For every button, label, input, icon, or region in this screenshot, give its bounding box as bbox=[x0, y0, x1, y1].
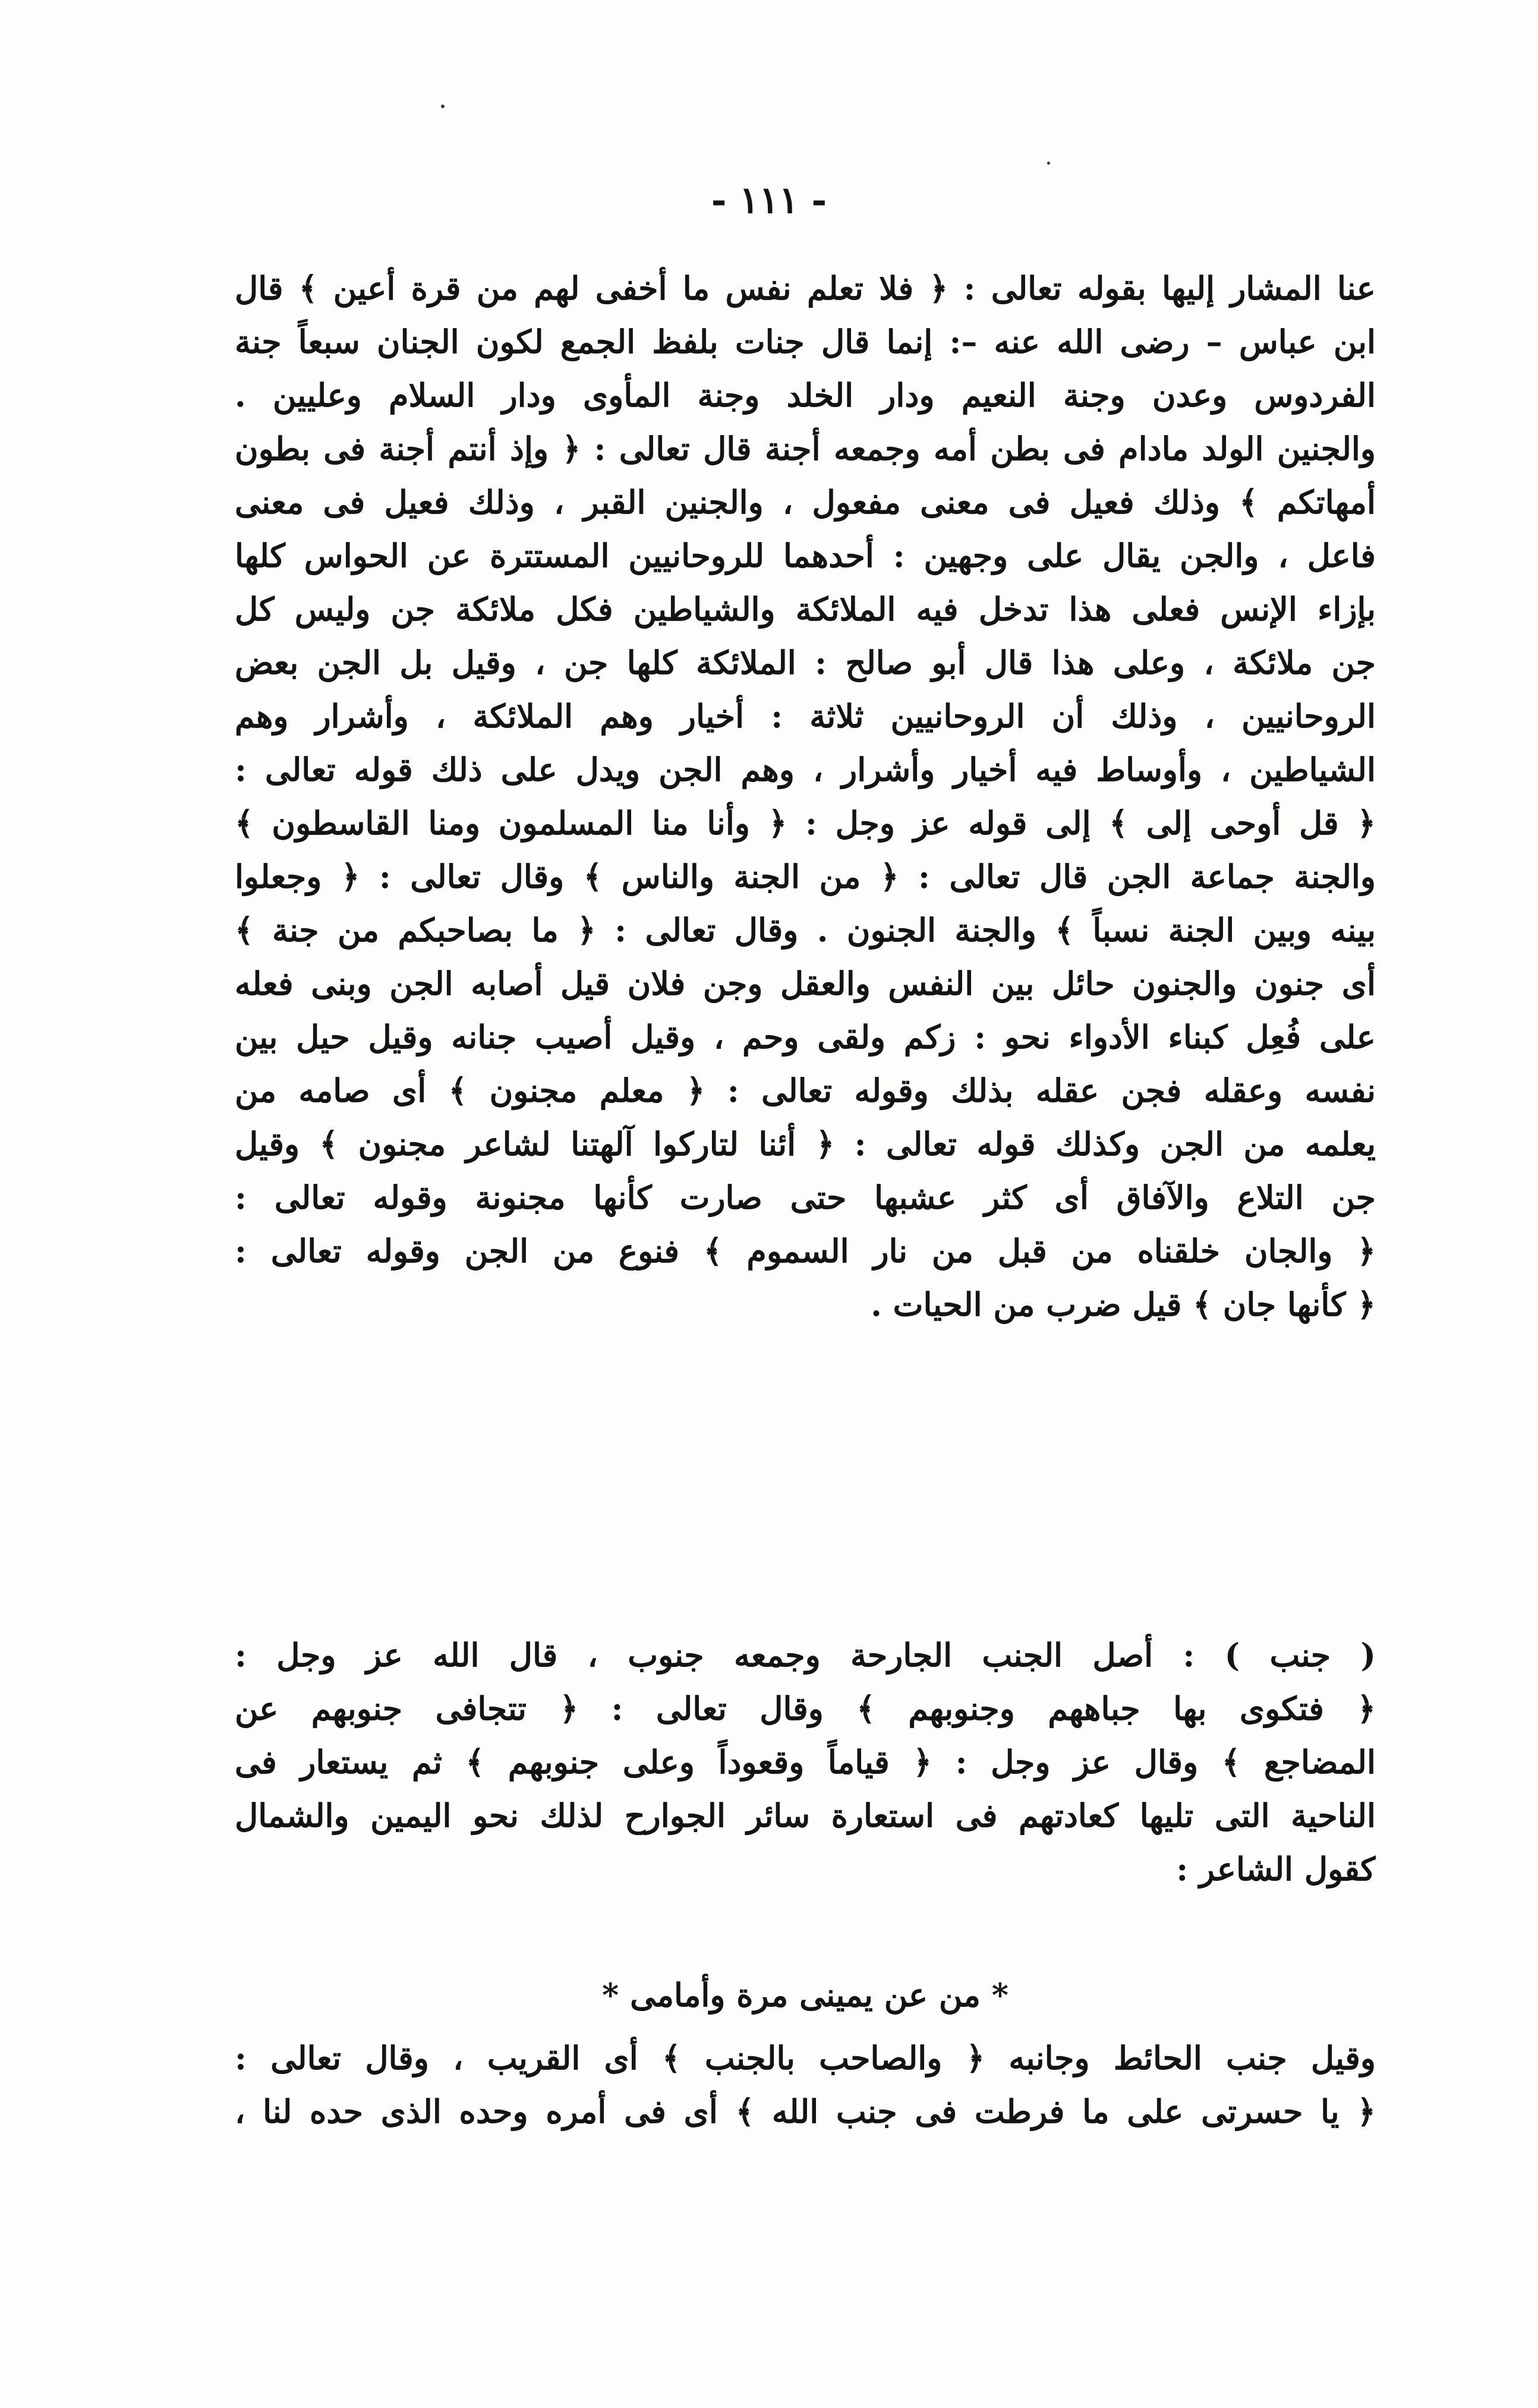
page-number: - ١١١ - bbox=[711, 178, 827, 222]
text-line: عنا المشار إليها بقوله تعالى : ﴿ فلا تعلم نفس ما أخفى لهم من قرة أعين ﴾ قال bbox=[235, 269, 1376, 307]
text-line: المضاجع ﴾ وقال عز وجل : ﴿ قياماً وقعوداً وعلى جنوبهم ﴾ ثم يستعار فى bbox=[235, 1743, 1376, 1781]
text-line: نفسه وعقله فجن عقله بذلك وقوله تعالى : ﴿ معلم مجنون ﴾ أى صامه من bbox=[235, 1071, 1376, 1110]
text-line: الفردوس وعدن وجنة النعيم ودار الخلد وجنة المأوى ودار السلام وعليين . bbox=[235, 376, 1376, 414]
poetry-verse bbox=[235, 1968, 1376, 2022]
text-line: ﴿ فتكوى بها جباههم وجنوبهم ﴾ وقال تعالى : ﴿ تتجافى جنوبهم عن bbox=[235, 1690, 1376, 1728]
text-line: على فُعِل كبناء الأدواء نحو : زكم ولقى وحم ، وقيل أصيب جنانه وقيل حيل بين bbox=[235, 1018, 1376, 1056]
text-line: جن التلاع والآفاق أى كثر عشبها حتى صارت كأنها مجنونة وقوله تعالى : bbox=[235, 1178, 1376, 1216]
scan-speck bbox=[1047, 162, 1050, 165]
text-line: جن ملائكة ، وعلى هذا قال أبو صالح : الملائكة كلها جن ، وقيل بل الجن بعض bbox=[235, 644, 1376, 682]
paragraph-janb bbox=[235, 1628, 1376, 1896]
text-line: ابن عباس – رضى الله عنه –: إنما قال جنات بلفظ الجمع لكون الجنان سبعاً جنة bbox=[235, 323, 1376, 361]
text-line: وقيل جنب الحائط وجانبه ﴿ والصاحب بالجنب ﴾ أى القريب ، وقال تعالى : bbox=[235, 2039, 1376, 2077]
text-line: ﴿ كأنها جان ﴾ قيل ضرب من الحيات . bbox=[871, 1285, 1376, 1323]
text-line: والجنة جماعة الجن قال تعالى : ﴿ من الجنة والناس ﴾ وقال تعالى : ﴿ وجعلوا bbox=[235, 858, 1376, 896]
text-line: بإزاء الإنس فعلى هذا تدخل فيه الملائكة والشياطين فكل ملائكة جن وليس كل bbox=[235, 590, 1376, 628]
text-line: ﴿ قل أوحى إلى ﴾ إلى قوله عز وجل : ﴿ وأنا منا المسلمون ومنا القاسطون ﴾ bbox=[235, 804, 1376, 842]
text-line: الشياطين ، وأوساط فيه أخيار وأشرار ، وهم الجن ويدل على ذلك قوله تعالى : bbox=[235, 751, 1376, 789]
text-line: فاعل ، والجن يقال على وجهين : أحدهما للروحانيين المستترة عن الحواس كلها bbox=[235, 537, 1376, 575]
text-line: الناحية التى تليها كعادتهم فى استعارة سائر الجوارح لذلك نحو اليمين والشمال bbox=[235, 1796, 1376, 1835]
verse-line: * من عن يمينى مرة وأمامى * bbox=[602, 1976, 1008, 2014]
text-line: الروحانيين ، وذلك أن الروحانيين ثلاثة : أخيار وهم الملائكة ، وأشرار وهم bbox=[235, 697, 1376, 735]
text-line: أى جنون والجنون حائل بين النفس والعقل وجن فلان قيل أصابه الجن وبنى فعله bbox=[235, 965, 1376, 1003]
paragraph-jinn bbox=[235, 261, 1376, 1331]
text-line: يعلمه من الجن وكذلك قوله تعالى : ﴿ أئنا لتاركوا آلهتنا لشاعر مجنون ﴾ وقيل bbox=[235, 1125, 1376, 1163]
text-line: ﴿ يا حسرتى على ما فرطت فى جنب الله ﴾ أى فى أمره وحده الذى حده لنا ، bbox=[235, 2092, 1376, 2130]
text-line: ( جنب ) : أصل الجنب الجارحة وجمعه جنوب ، قال الله عز وجل : bbox=[235, 1636, 1376, 1674]
text-line: أمهاتكم ﴾ وذلك فعيل فى معنى مفعول ، والجنين القبر ، وذلك فعيل فى معنى bbox=[235, 483, 1376, 521]
text-line: والجنين الولد مادام فى بطن أمه وجمعه أجنة قال تعالى : ﴿ وإذ أنتم أجنة فى بطون bbox=[235, 430, 1376, 468]
text-line: بينه وبين الجنة نسباً ﴾ والجنة الجنون . وقال تعالى : ﴿ ما بصاحبكم من جنة ﴾ bbox=[235, 911, 1376, 949]
paragraph-janb-continued bbox=[235, 2031, 1376, 2138]
text-line: ﴿ والجان خلقناه من قبل من نار السموم ﴾ فنوع من الجن وقوله تعالى : bbox=[235, 1232, 1376, 1270]
scan-speck bbox=[441, 105, 445, 108]
text-line: كقول الشاعر : bbox=[1176, 1850, 1376, 1888]
